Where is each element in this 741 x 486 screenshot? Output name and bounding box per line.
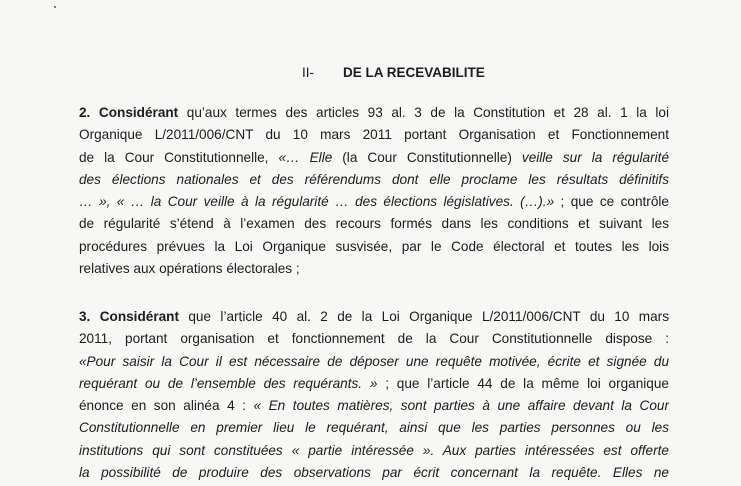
text-line bbox=[79, 124, 669, 146]
text-run: qu’aux termes des articles 93 al. 3 de la Constitution et 28 al. 1 la loi bbox=[178, 105, 669, 120]
italic-text: « En toutes matières, sont parties à une affaire devant la Cour bbox=[253, 398, 669, 414]
text-line bbox=[79, 169, 669, 191]
italic-text: Constitutionnelle en premier lieu le requérant, ainsi que les parties personnes ou les bbox=[79, 420, 669, 436]
text-run: procédures prévues la Loi Organique susvisée, par le Code électoral et toutes les lois bbox=[79, 238, 669, 254]
text-line bbox=[79, 417, 669, 439]
paragraph-3 bbox=[79, 306, 669, 484]
italic-text: la possibilité de produire des observations par écrit concernant la requête. Elles ne bbox=[79, 465, 669, 481]
italic-text: … », « … la Cour veille à la régularité … des élections législatives. (…).» bbox=[79, 194, 555, 210]
italic-text: veille sur la régularité bbox=[521, 149, 669, 165]
text-line bbox=[79, 328, 669, 350]
text-run: que l’article 40 al. 2 de la Loi Organique L/2011/006/CNT du 10 mars bbox=[179, 309, 669, 324]
text-line bbox=[79, 102, 669, 124]
text-line bbox=[79, 191, 669, 213]
italic-text: «Pour saisir la Cour il est nécessaire de déposer une requête motivée, écrite et signée du bbox=[79, 353, 669, 369]
text-line bbox=[79, 440, 669, 462]
italic-text: «… Elle bbox=[278, 149, 333, 165]
text-run: (la Cour Constitutionnelle) bbox=[332, 149, 522, 165]
text-run: ; que ce contrôle bbox=[554, 194, 669, 210]
text-run: énonce en son alinéa 4 : bbox=[79, 398, 254, 414]
text-run: Organique L/2011/006/CNT du 10 mars 2011 portant Organisation et Fonctionnement bbox=[79, 127, 669, 143]
italic-text: des élections nationales et des référendums dont elle proclame les résultats définitifs bbox=[79, 171, 669, 187]
section-number: II- bbox=[302, 65, 314, 80]
italic-text: institutions qui sont constituées « partie intéressée ». Aux parties intéressées est offerte bbox=[79, 442, 669, 458]
paragraph-2 bbox=[79, 102, 669, 280]
text-line bbox=[79, 236, 669, 258]
text-run: ; que l’article 44 de la même loi organique bbox=[377, 375, 669, 391]
text-line bbox=[79, 147, 669, 169]
bold-text: 2. Considérant bbox=[79, 105, 179, 120]
text-line bbox=[79, 462, 669, 484]
scan-speck bbox=[54, 6, 56, 8]
text-line bbox=[79, 213, 669, 235]
text-run: relatives aux opérations électorales ; bbox=[79, 261, 300, 277]
text-run: de la Cour Constitutionnelle, bbox=[79, 149, 279, 165]
text-line bbox=[79, 351, 669, 373]
italic-text: requérant ou de l’ensemble des requérants. » bbox=[79, 375, 378, 391]
bold-text: 3. Considérant bbox=[79, 309, 180, 324]
section-title: DE LA RECEVABILITE bbox=[343, 65, 485, 80]
text-line bbox=[79, 373, 669, 395]
text-line bbox=[79, 258, 669, 280]
text-run: 2011, portant organisation et fonctionnement de la Cour Constitutionnelle dispose : bbox=[79, 331, 669, 347]
text-line bbox=[79, 306, 669, 328]
text-run: de régularité s’étend à l’examen des recours formés dans les conditions et suivant les bbox=[79, 216, 669, 232]
text-line bbox=[79, 395, 669, 417]
